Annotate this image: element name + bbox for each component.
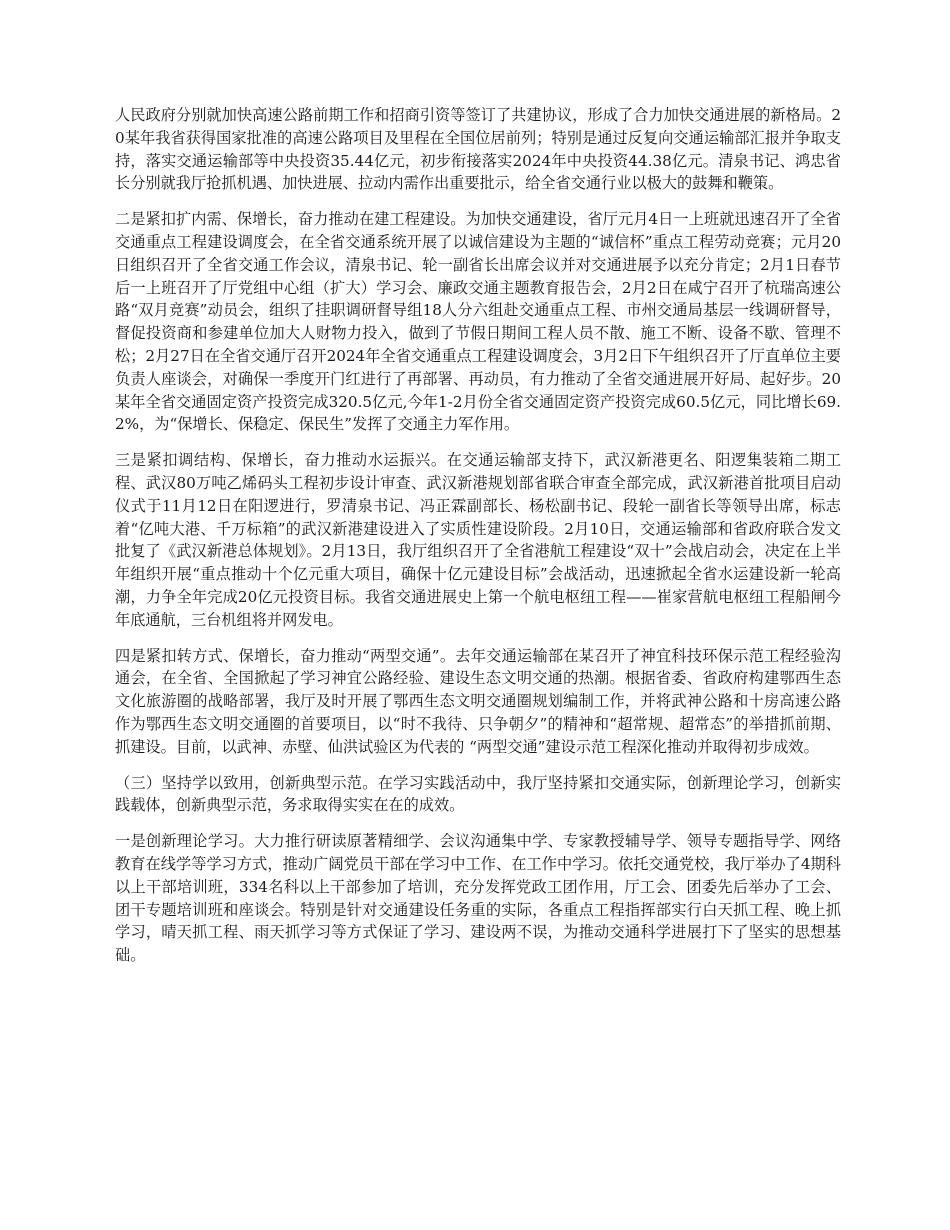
paragraph-water-transport: 三是紧扣调结构、保增长，奋力推动水运振兴。在交通运输部支持下，武汉新港更名、阳逻集装箱二期工程、武汉80万吨乙烯码头工程初步设计审查、武汉新港规划部省联合审查全部完成，武汉新港首批项目启动仪式于11月12日在阳逻进行，罗清泉书记、冯正霖副部长、杨松副书记、段轮一副省长等领导出席，标志着“亿吨大港、千万标箱”的武汉新港建设进入了实质性建设阶段。2月10日，交通运输部和省政府联合发文批复了《武汉新港总体规划》。2月13日，我厅组织召开了全省港航工程建设“双十”会战启动会，决定在上半年组织开展“重点推动十个亿元重大项目，确保十亿元建设目标”会战活动，迅速掀起全省水运建设新一轮高潮，力争全年完成20亿元投资目标。我省交通进展史上第一个航电枢纽工程——崔家营航电枢纽工程船闸今年底通航，三台机组将并网发电。: [115, 451, 841, 629]
paragraph-section-three: （三）坚持学以致用，创新典型示范。在学习实践活动中，我厅坚持紧扣交通实际，创新理论学习，创新实践载体，创新典型示范，务求取得实实在在的成效。: [115, 773, 841, 815]
paragraph-construction: 二是紧扣扩内需、保增长，奋力推动在建工程建设。为加快交通建设，省厅元月4日一上班就迅速召开了全省交通重点工程建设调度会，在全省交通系统开展了以诚信建设为主题的“诚信杯”重点工程劳动竞赛；元月20日组织召开了全省交通工作会议，清泉书记、轮一副省长出席会议并对交通进展予以充分肯定；2月1日春节后一上班召开了厅党组中心组（扩大）学习会、廉政交通主题教育报告会，2月2日在咸宁召开了杭瑞高速公路“双月竞赛”动员会，组织了挂职调研督导组18人分六组赴交通重点工程、市州交通局基层一线调研督导，督促投资商和参建单位加大人财物力投入，做到了节假日期间工程人员不散、施工不断、设备不歇、管理不松；2月27日在全省交通厅召开2024年全省交通重点工程建设调度会，3月2日下午组织召开了厅直单位主要负责人座谈会，对确保一季度开门红进行了再部署、再动员，有力推动了全省交通进展开好局、起好步。20某年全省交通固定资产投资完成320.5亿元,今年1-2月份全省交通固定资产投资完成60.5亿元，同比增长69.2%，为“保增长、保稳定、保民生”发挥了交通主力军作用。: [115, 210, 841, 434]
document-page: [115, 104, 841, 980]
paragraph-theory-study: 一是创新理论学习。大力推行研读原著精细学、会议沟通集中学、专家教授辅导学、领导专题指导学、网络教育在线学等学习方式，推动广阔党员干部在学习中工作、在工作中学习。依托交通党校，我厅举办了4期科以上干部培训班，334名科以上干部参加了培训，充分发挥党政工团作用，厅工会、团委先后举办了工会、团干专题培训班和座谈会。特别是针对交通建设任务重的实际，各重点工程指挥部实行白天抓工程、晚上抓学习，晴天抓工程、雨天抓学习等方式保证了学习、建设两不误，为推动交通科学进展打下了坚实的思想基础。: [115, 832, 841, 965]
paragraph-intro: 人民政府分别就加快高速公路前期工作和招商引资等签订了共建协议，形成了合力加快交通进展的新格局。20某年我省获得国家批准的高速公路项目及里程在全国位居前列；特别是通过反复向交通运输部汇报并争取支持，落实交通运输部等中央投资35.44亿元，初步衔接落实2024年中央投资44.38亿元。清泉书记、鸿忠省长分别就我厅抢抓机遇、加快进展、拉动内需作出重要批示，给全省交通行业以极大的鼓舞和鞭策。: [115, 106, 841, 193]
paragraph-two-type-transport: 四是紧扣转方式、保增长，奋力推动“两型交通”。去年交通运输部在某召开了神宜科技环保示范工程经验沟通会，在全省、全国掀起了学习神宜公路经验、建设生态文明交通的热潮。根据省委、省政府构建鄂西生态文化旅游圈的战略部署，我厅及时开展了鄂西生态文明交通圈规划编制工作，并将武神公路和十房高速公路作为鄂西生态文明交通圈的首要项目，以“时不我待、只争朝夕”的精神和“超常规、超常态”的举措抓前期、抓建设。目前，以武神、赤壁、仙洪试验区为代表的 “两型交通”建设示范工程深化推动并取得初步成效。: [115, 646, 841, 756]
